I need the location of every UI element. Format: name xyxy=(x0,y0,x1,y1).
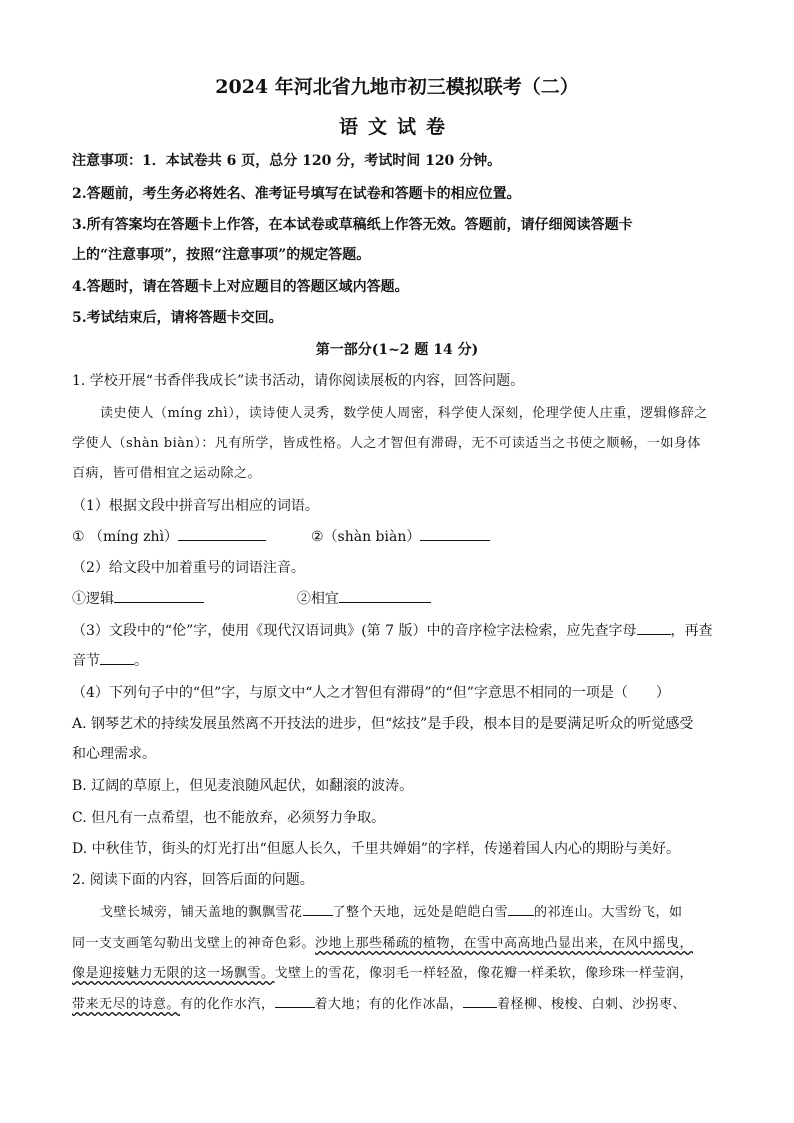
q2-passage-line-4 xyxy=(72,993,686,1012)
option-a-line-1: A. 钢琴艺术的持续发展虽然离不开技法的进步，但“炫技”是手段，根本目的是要满足听众的听觉感受 xyxy=(72,716,694,732)
q2-passage-line-2 xyxy=(72,932,693,951)
question-1-stem: 1. 学校开展“书香伴我成长”读书活动，请你阅读展板的内容，回答问题。 xyxy=(72,373,525,389)
answer-blank-2[interactable] xyxy=(420,527,490,541)
q2-text-4b: 有的化作水汽， xyxy=(180,997,275,1012)
q2-blank-1[interactable] xyxy=(303,902,333,916)
sub-question-3-syllable: 音节 xyxy=(72,653,100,669)
answer-label-2: ②（shàn biàn） xyxy=(310,529,421,545)
q2-underlined-text-4a: 带来无尽的诗意。 xyxy=(72,997,181,1012)
answer-blank-3[interactable] xyxy=(114,589,204,603)
q2-text-2a: 同一支支画笔勾勒出戈壁上的神奇色彩。 xyxy=(72,936,316,951)
passage-line-1: 读史使人（míng zhì），读诗使人灵秀，数学使人周密，科学使人深刻，伦理学使人庄重，逻辑修辞之 xyxy=(100,406,708,421)
q2-blank-3[interactable] xyxy=(275,994,315,1008)
note-line-2: 2.答题前，考生务必将姓名、准考证号填写在试卷和答题卡的相应位置。 xyxy=(72,186,521,202)
q2-text-4c: 着大地；有的化作冰晶， xyxy=(314,997,464,1012)
q2-blank-2[interactable] xyxy=(508,902,534,916)
exam-title: 2024 年河北省九地市初三模拟联考（二） xyxy=(215,76,579,98)
sub-question-1-answers xyxy=(72,526,490,546)
question-2-stem: 2. 阅读下面的内容，回答后面的问题。 xyxy=(72,872,314,888)
exam-subtitle: 语文试卷 xyxy=(338,116,455,138)
sub-question-4: （4）下列句子中的“但”字，与原文中“人之才智但有滞碍”的“但”字意思不相同的一项是（ ） xyxy=(72,685,670,701)
note-line-6: 5.考试结束后，请将答题卡交回。 xyxy=(72,310,283,326)
sub-question-3-line-2 xyxy=(72,650,148,670)
q2-underlined-text-3a: 像是迎接魅力无限的这一场飘雪。 xyxy=(72,966,275,981)
answer-label-4: ②相宜 xyxy=(296,591,339,607)
option-c: C. 但凡有一点希望，也不能放弃，必须努力争取。 xyxy=(72,810,386,826)
section-heading: 第一部分(1~2 题 14 分) xyxy=(315,342,479,358)
option-d: D. 中秋佳节，街头的灯光打出“但愿人长久，千里共婵娟”的字样，传递着国人内心的期盼与美好。 xyxy=(72,841,680,857)
q2-passage-line-3 xyxy=(72,962,693,981)
note-line-5: 4.答题时，请在答题卡上对应题目的答题区域内答题。 xyxy=(72,279,409,295)
answer-label-1: ① （míng zhì） xyxy=(72,529,179,545)
option-b: B. 辽阔的草原上，但见麦浪随风起伏，如翻滚的波涛。 xyxy=(72,778,414,794)
q2-underlined-text-2b: 沙地上那些稀疏的植物，在雪中高高地凸显出来，在风中摇曳， xyxy=(315,936,694,951)
sub-question-3-text: （3）文段中的“伦”字，使用《现代汉语词典》(第 7 版）中的音序检字法检索，应先查字母 xyxy=(72,623,637,639)
sub-question-2: （2）给文段中加着重号的词语注音。 xyxy=(72,560,305,576)
sub-question-3-period: 。 xyxy=(134,653,148,669)
q2-text-1a: 戈壁长城旁，铺天盖地的飘飘雪花 xyxy=(100,905,303,920)
answer-blank-1[interactable] xyxy=(178,527,266,541)
q2-blank-4[interactable] xyxy=(463,994,497,1008)
note-line-3: 3.所有答案均在答题卡上作答，在本试卷或草稿纸上作答无效。答题前，请仔细阅读答题卡 xyxy=(72,217,633,233)
note-line-4: 上的“注意事项”，按照“注意事项”的规定答题。 xyxy=(72,247,371,263)
q2-text-4d: 着柽柳、梭梭、白刺、沙拐枣、 xyxy=(497,997,687,1012)
passage-line-2: 学使人（shàn biàn）：凡有所学，皆成性格。人之才智但有滞碍，无不可读适当之书使之顺畅，一如身体 xyxy=(72,436,701,451)
sub-question-3-text-end: ，再查 xyxy=(670,623,713,639)
q2-text-1c: 的祁连山。大雪纷飞，如 xyxy=(534,905,683,920)
answer-blank-6[interactable] xyxy=(100,651,134,665)
sub-question-1: （1）根据文段中拼音写出相应的词语。 xyxy=(72,498,319,514)
answer-blank-5[interactable] xyxy=(637,621,671,635)
sub-question-3-line-1 xyxy=(72,620,713,640)
sub-question-2-answers xyxy=(72,588,431,608)
q2-text-1b: 了整个天地，远处是皑皑白雪 xyxy=(332,905,509,920)
passage-line-3: 百病，皆可借相宜之运动除之。 xyxy=(72,466,262,481)
q2-passage-line-1 xyxy=(100,901,683,920)
option-a-line-2: 和心理需求。 xyxy=(72,746,156,762)
answer-blank-4[interactable] xyxy=(339,589,431,603)
answer-label-3: ①逻辑 xyxy=(72,591,114,607)
q2-text-3b: 戈壁上的雪花，像羽毛一样轻盈，像花瓣一样柔软，像珍珠一样莹润， xyxy=(274,966,694,981)
note-line-1: 注意事项：1．本试卷共 6 页，总分 120 分，考试时间 120 分钟。 xyxy=(72,153,502,169)
